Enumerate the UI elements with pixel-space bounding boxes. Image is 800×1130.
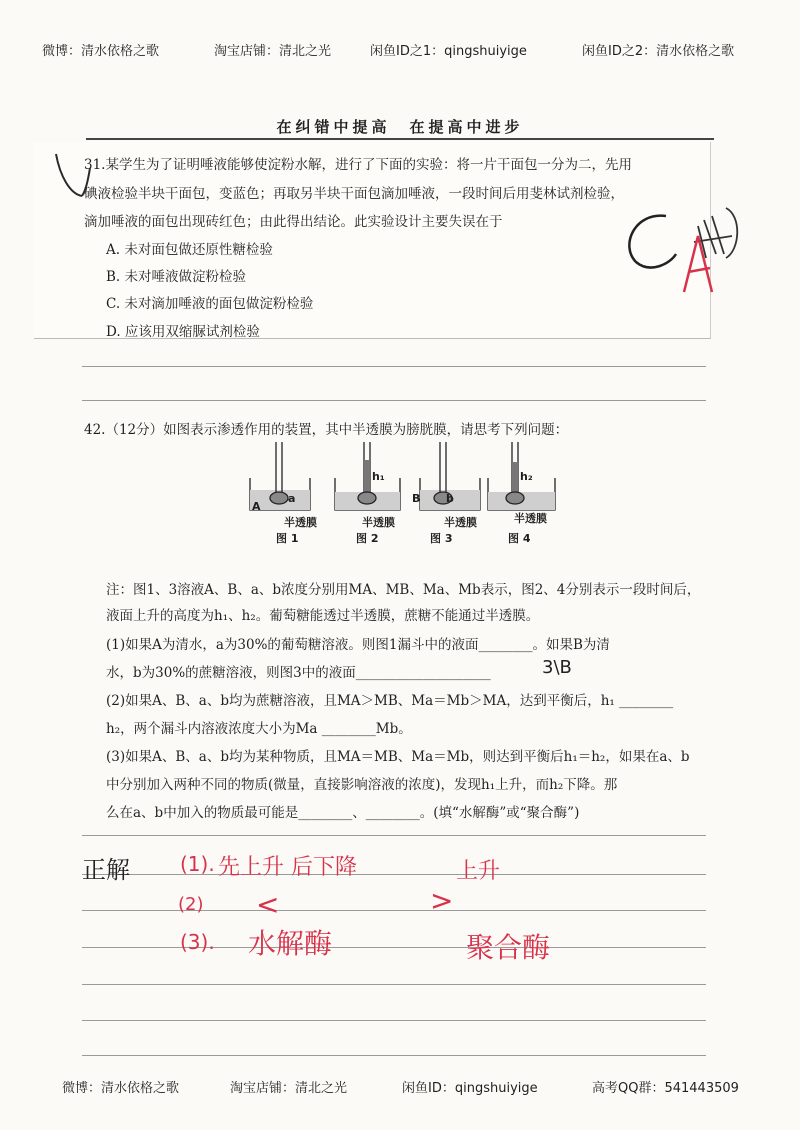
q42-part2-a: (2)如果A、B、a、b均为蔗糖溶液，且MA＞MB、Ma＝Mb＞MA，达到平衡后，h₁ ________ [106, 693, 674, 709]
fig-membrane-4: 半透膜 [514, 512, 547, 525]
fig-membrane-3: 半透膜 [444, 516, 477, 529]
fig-label-a-lower: a [288, 492, 296, 505]
footer-qq: 高考QQ群：541443509 [592, 1081, 739, 1096]
answer-line [82, 366, 706, 367]
header-xianyu-2: 闲鱼ID之2：清水依格之歌 [582, 44, 735, 59]
footer-xianyu: 闲鱼ID：qingshuiyige [402, 1081, 538, 1096]
answer-line [82, 984, 706, 985]
answer-2b: > [430, 884, 454, 917]
hand-right-choice [0, 2, 1, 3]
header-weibo: 微博：清水依格之歌 [42, 44, 160, 59]
answer-2a: < [256, 888, 280, 921]
q42-part3-c: 么在a、b中加入的物质最可能是________、________。(填“水解酶”或“聚合酶”) [106, 805, 580, 821]
q31-option-c: C. 未对滴加唾液的面包做淀粉检验 [106, 296, 314, 312]
q31-option-a: A. 未对面包做还原性糖检验 [106, 242, 273, 258]
fig-caption-2: 图 2 [356, 532, 379, 545]
q42-part1-b: 水，b为30%的蔗糖溶液，则图3中的液面____________________ [106, 665, 491, 681]
page-header [0, 40, 800, 60]
fig-label-h2: h₂ [520, 470, 533, 483]
q31-line-3: 滴加唾液的面包出现砖红色；由此得出结论。此实验设计主要失误在于 [84, 214, 503, 230]
fig-membrane-1: 半透膜 [284, 516, 317, 529]
q42-part3-b: 中分别加入两种不同的物质(微量，直接影响溶液的浓度)，发现h₁上升，而h₂下降。那 [106, 777, 618, 793]
header-xianyu-1: 闲鱼ID之1：qingshuiyige [370, 44, 527, 59]
q42-part1-a: (1)如果A为清水，a为30%的葡萄糖溶液。则图1漏斗中的液面________。如果B为清 [106, 637, 610, 653]
q31-line-1: 31.某学生为了证明唾液能够使淀粉水解，进行了下面的实验：将一片干面包一分为二，先用 [84, 157, 632, 173]
handwritten-answer-mark [614, 196, 754, 306]
answer-line [82, 874, 706, 875]
header-taobao: 淘宝店铺：清北之光 [214, 44, 332, 59]
q31-option-b: B. 未对唾液做淀粉检验 [106, 269, 247, 285]
answer-3a: 水解酶 [248, 927, 333, 960]
q42-title: 42.（12分）如图表示渗透作用的装置，其中半透膜为膀胱膜，请思考下列问题： [84, 422, 569, 438]
q31-option-d: D. 应该用双缩脲试剂检验 [106, 324, 260, 340]
q42-part3-a: (3)如果A、B、a、b均为某种物质，且MA＝MB、Ma＝Mb，则达到平衡后h₁＝h₂，如果在a、b [106, 749, 690, 765]
motto-rule [86, 138, 714, 140]
answer-line [82, 835, 706, 836]
answer-line [82, 947, 706, 948]
fig-label-a-upper: A [252, 500, 261, 513]
answer-line [82, 1020, 706, 1021]
q42-part2-b: h₂，两个漏斗内溶液浓度大小为Ma ________Mb。 [106, 721, 412, 737]
fig-label-b-upper: B [412, 492, 421, 505]
answer-1-number: (1). [180, 852, 215, 876]
footer-weibo: 微博：清水依格之歌 [62, 1081, 180, 1096]
answer-label: 正解 [82, 856, 130, 884]
fig-membrane-2: 半透膜 [362, 516, 395, 529]
q31-line-2: 碘液检验半块干面包，变蓝色；再取另半块干面包滴加唾液，一段时间后用斐林试剂检验， [84, 186, 624, 202]
answer-3-number: (3). [180, 930, 215, 954]
footer-taobao: 淘宝店铺：清北之光 [230, 1081, 348, 1096]
fig-label-b-lower: b [446, 492, 454, 505]
hand-wrong-choice [0, 0, 1, 1]
answer-1b: 上升 [456, 859, 501, 884]
fig-caption-1: 图 1 [276, 532, 299, 545]
fig-label-h1: h₁ [372, 470, 385, 483]
answer-line [82, 400, 706, 401]
fig-caption-4: 图 4 [508, 532, 531, 545]
q42-note-1: 注：图1、3溶液A、B、a、b浓度分别用MA、MB、Ma、Mb表示，图2、4分别表示一段时间后， [106, 582, 701, 598]
fig-caption-3: 图 3 [430, 532, 453, 545]
wrong-mark-icon [50, 146, 110, 206]
answer-1a: 先上升 后下降 [218, 855, 357, 880]
page-motto: 在纠错中提高 在提高中进步 [276, 118, 524, 136]
answer-3b: 聚合酶 [466, 931, 551, 964]
q42-note-2: 液面上升的高度为h₁、h₂。葡萄糖能透过半透膜，蔗糖不能通过半透膜。 [106, 608, 540, 624]
answer-line [82, 1055, 706, 1056]
answer-line [82, 910, 706, 911]
margin-note: 3\B [542, 657, 572, 678]
answer-2-number: (2) [178, 894, 204, 915]
